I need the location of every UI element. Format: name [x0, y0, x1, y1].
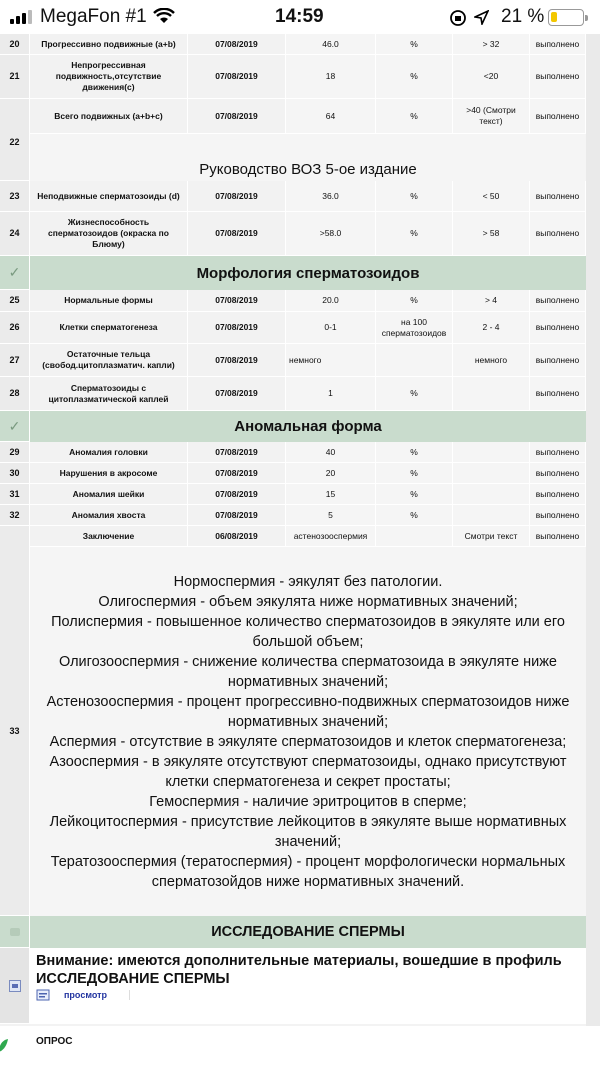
test-date: 07/08/2019 — [188, 484, 286, 505]
status: выполнено — [530, 505, 586, 526]
row-number: 20 — [0, 34, 30, 55]
carrier-name: MegaFon #1 — [40, 6, 147, 27]
test-date: 06/08/2019 — [188, 526, 286, 547]
result-value: >58.0 — [286, 212, 376, 256]
conclusion-row — [0, 547, 586, 916]
result-value: 40 — [286, 442, 376, 463]
reference-range — [453, 463, 530, 484]
reference-range — [453, 377, 530, 411]
row-number: 21 — [0, 55, 30, 99]
check-icon[interactable]: ✓ — [0, 411, 30, 442]
table-row — [0, 34, 586, 55]
result-unit: % — [376, 55, 453, 99]
status: выполнено — [530, 344, 586, 377]
reference-range: немного — [453, 344, 530, 377]
result-value: 18 — [286, 55, 376, 99]
row-number: 33 — [0, 547, 30, 916]
status: выполнено — [530, 290, 586, 312]
test-date: 07/08/2019 — [188, 290, 286, 312]
reference-range: > 4 — [453, 290, 530, 312]
reference-range: > 32 — [453, 34, 530, 55]
result-unit: % — [376, 463, 453, 484]
section-checkbox[interactable] — [0, 916, 30, 948]
result-unit: % — [376, 290, 453, 312]
section-header-abnormal — [0, 411, 586, 442]
reference-range: <20 — [453, 55, 530, 99]
test-name: Нарушения в акросоме — [30, 463, 188, 484]
status: выполнено — [530, 526, 586, 547]
attention-text: Внимание: имеются дополнительные материалы, вошедшие в профиль ИССЛЕДОВАНИЕ СПЕРМЫ — [36, 953, 562, 987]
conclusion-text — [30, 547, 586, 916]
result-value: 15 — [286, 484, 376, 505]
who-guide-note: Руководство ВОЗ 5-ое издание — [30, 134, 586, 181]
attachment-icon[interactable] — [0, 948, 30, 1024]
test-name: Всего подвижных (a+b+c) — [30, 99, 188, 134]
result-value: астенозооспермия — [286, 526, 376, 547]
result-unit: % — [376, 484, 453, 505]
location-icon — [474, 10, 489, 25]
test-date: 07/08/2019 — [188, 312, 286, 344]
reference-range: < 50 — [453, 181, 530, 212]
conclusion-line: Азооспермия - в эякуляте отсутствуют сперматозоиды, однако присутствуют клетки сперматогенеза и секрет простаты; — [49, 753, 567, 790]
view-link[interactable]: просмотр — [64, 990, 130, 1000]
conclusion-line: Тератозооспермия (тератоспермия) - процент морфологически нормальных сперматозойдов ниже нормативных значений. — [50, 853, 566, 890]
check-icon[interactable]: ✓ — [0, 256, 30, 290]
test-date: 07/08/2019 — [188, 55, 286, 99]
reference-range — [453, 484, 530, 505]
test-name: Прогрессивно подвижные (a+b) — [30, 34, 188, 55]
row-number: 28 — [0, 377, 30, 411]
test-date: 07/08/2019 — [188, 377, 286, 411]
conclusion-line: Лейкоцитоспермия - присутствие лейкоцитов в эякуляте выше нормативных значений; — [49, 813, 567, 850]
result-value: 0-1 — [286, 312, 376, 344]
reference-range: >40 (Смотри текст) — [453, 99, 530, 134]
test-name: Остаточные тельца (свобод.цитоплазматич. капли) — [30, 344, 188, 377]
table-row — [0, 505, 586, 526]
reference-range: 2 - 4 — [453, 312, 530, 344]
table-row — [0, 99, 586, 134]
test-date: 07/08/2019 — [188, 505, 286, 526]
result-value: немного — [286, 344, 376, 377]
test-date: 07/08/2019 — [188, 212, 286, 256]
status: выполнено — [530, 99, 586, 134]
row-number: 27 — [0, 344, 30, 377]
test-name: Сперматозоиды с цитоплазматической каплей — [30, 377, 188, 411]
row-number: 22 — [0, 134, 30, 181]
test-name: Непрогрессивная подвижность,отсутствие движения(c) — [30, 55, 188, 99]
conclusion-line: Олигозооспермия - снижение количества сперматозоида в эякуляте ниже нормативных значений; — [58, 653, 557, 690]
results-table — [0, 34, 586, 1026]
status: выполнено — [530, 34, 586, 55]
section-title: Морфология сперматозоидов — [30, 256, 586, 290]
battery-level — [551, 12, 557, 22]
result-unit — [376, 344, 453, 377]
row-number: 26 — [0, 312, 30, 344]
attention-row — [0, 948, 586, 1024]
row-number: 23 — [0, 181, 30, 212]
test-date: 07/08/2019 — [188, 99, 286, 134]
row-number: 32 — [0, 505, 30, 526]
report-frame[interactable] — [0, 34, 600, 1026]
table-row — [0, 526, 586, 547]
test-name: Жизнеспособность сперматозоидов (окраска по Блюму) — [30, 212, 188, 256]
status: выполнено — [530, 55, 586, 99]
clock: 14:59 — [275, 6, 324, 27]
result-unit: % — [376, 442, 453, 463]
section-title: ИССЛЕДОВАНИЕ СПЕРМЫ — [30, 916, 586, 948]
table-row — [0, 463, 586, 484]
row-number: 25 — [0, 290, 30, 312]
result-value: 36.0 — [286, 181, 376, 212]
status: выполнено — [530, 212, 586, 256]
row-number: 24 — [0, 212, 30, 256]
leaf-icon — [0, 1038, 9, 1054]
row-number — [0, 526, 30, 547]
conclusion-line: Астенозооспермия - процент прогрессивно-подвижных сперматозоидов ниже нормативных значений; — [46, 693, 570, 730]
test-date: 07/08/2019 — [188, 442, 286, 463]
section-title: Аномальная форма — [30, 411, 586, 442]
table-row — [0, 484, 586, 505]
test-name: Заключение — [30, 526, 188, 547]
wifi-icon — [153, 8, 175, 24]
row-number: 29 — [0, 442, 30, 463]
test-date: 07/08/2019 — [188, 181, 286, 212]
test-date: 07/08/2019 — [188, 344, 286, 377]
test-name: Аномалия головки — [30, 442, 188, 463]
table-row — [0, 344, 586, 377]
status: выполнено — [530, 484, 586, 505]
row-number: 31 — [0, 484, 30, 505]
section-header-study — [0, 916, 586, 948]
table-row — [0, 55, 586, 99]
signal-icon — [10, 10, 32, 24]
status: выполнено — [530, 463, 586, 484]
conclusion-line: Нормоспермия - эякулят без патологии. — [173, 573, 443, 590]
result-value: 1 — [286, 377, 376, 411]
result-unit: % — [376, 34, 453, 55]
status: выполнено — [530, 442, 586, 463]
survey-link[interactable]: ОПРОС — [36, 1036, 73, 1047]
test-name: Аномалия шейки — [30, 484, 188, 505]
attention-block — [30, 948, 586, 1024]
result-unit: % — [376, 212, 453, 256]
test-name: Неподвижные сперматозоиды (d) — [30, 181, 188, 212]
rotation-lock-icon — [449, 9, 467, 27]
view-row — [36, 989, 130, 1001]
reference-range — [453, 505, 530, 526]
test-name: Аномалия хвоста — [30, 505, 188, 526]
test-name: Нормальные формы — [30, 290, 188, 312]
table-row — [0, 181, 586, 212]
test-date: 07/08/2019 — [188, 34, 286, 55]
footer-bar — [0, 1026, 600, 1066]
result-unit — [376, 526, 453, 547]
result-value: 64 — [286, 99, 376, 134]
status: выполнено — [530, 312, 586, 344]
table-row — [0, 290, 586, 312]
table-row — [0, 442, 586, 463]
status: выполнено — [530, 181, 586, 212]
status: выполнено — [530, 377, 586, 411]
table-row — [0, 377, 586, 411]
battery-percent: 21 % — [501, 6, 545, 27]
status-bar — [0, 0, 600, 34]
result-value: 20.0 — [286, 290, 376, 312]
result-unit: % — [376, 181, 453, 212]
reference-range: > 58 — [453, 212, 530, 256]
reference-range: Смотри текст — [453, 526, 530, 547]
test-date: 07/08/2019 — [188, 463, 286, 484]
table-row — [0, 312, 586, 344]
result-value: 46.0 — [286, 34, 376, 55]
test-name: Клетки сперматогенеза — [30, 312, 188, 344]
conclusion-line: Гемоспермия - наличие эритроцитов в сперме; — [149, 793, 467, 810]
result-unit: % — [376, 505, 453, 526]
result-unit: % — [376, 99, 453, 134]
table-row — [0, 134, 586, 181]
section-header-morphology — [0, 256, 586, 290]
result-value: 5 — [286, 505, 376, 526]
result-unit: на 100 сперматозоидов — [376, 312, 453, 344]
document-icon[interactable] — [36, 989, 50, 1001]
conclusion-line: Олигоспермия - объем эякулята ниже нормативных значений; — [98, 593, 518, 610]
battery-icon — [548, 9, 584, 26]
conclusion-line: Полиспермия - повышенное количество сперматозоидов в эякуляте или его большой объем; — [51, 613, 565, 650]
result-value: 20 — [286, 463, 376, 484]
conclusion-line: Аспермия - отсутствие в эякуляте сперматозоидов и клеток сперматогенеза; — [49, 733, 567, 750]
row-number — [0, 99, 30, 134]
table-row — [0, 212, 586, 256]
reference-range — [453, 442, 530, 463]
result-unit: % — [376, 377, 453, 411]
row-number: 30 — [0, 463, 30, 484]
